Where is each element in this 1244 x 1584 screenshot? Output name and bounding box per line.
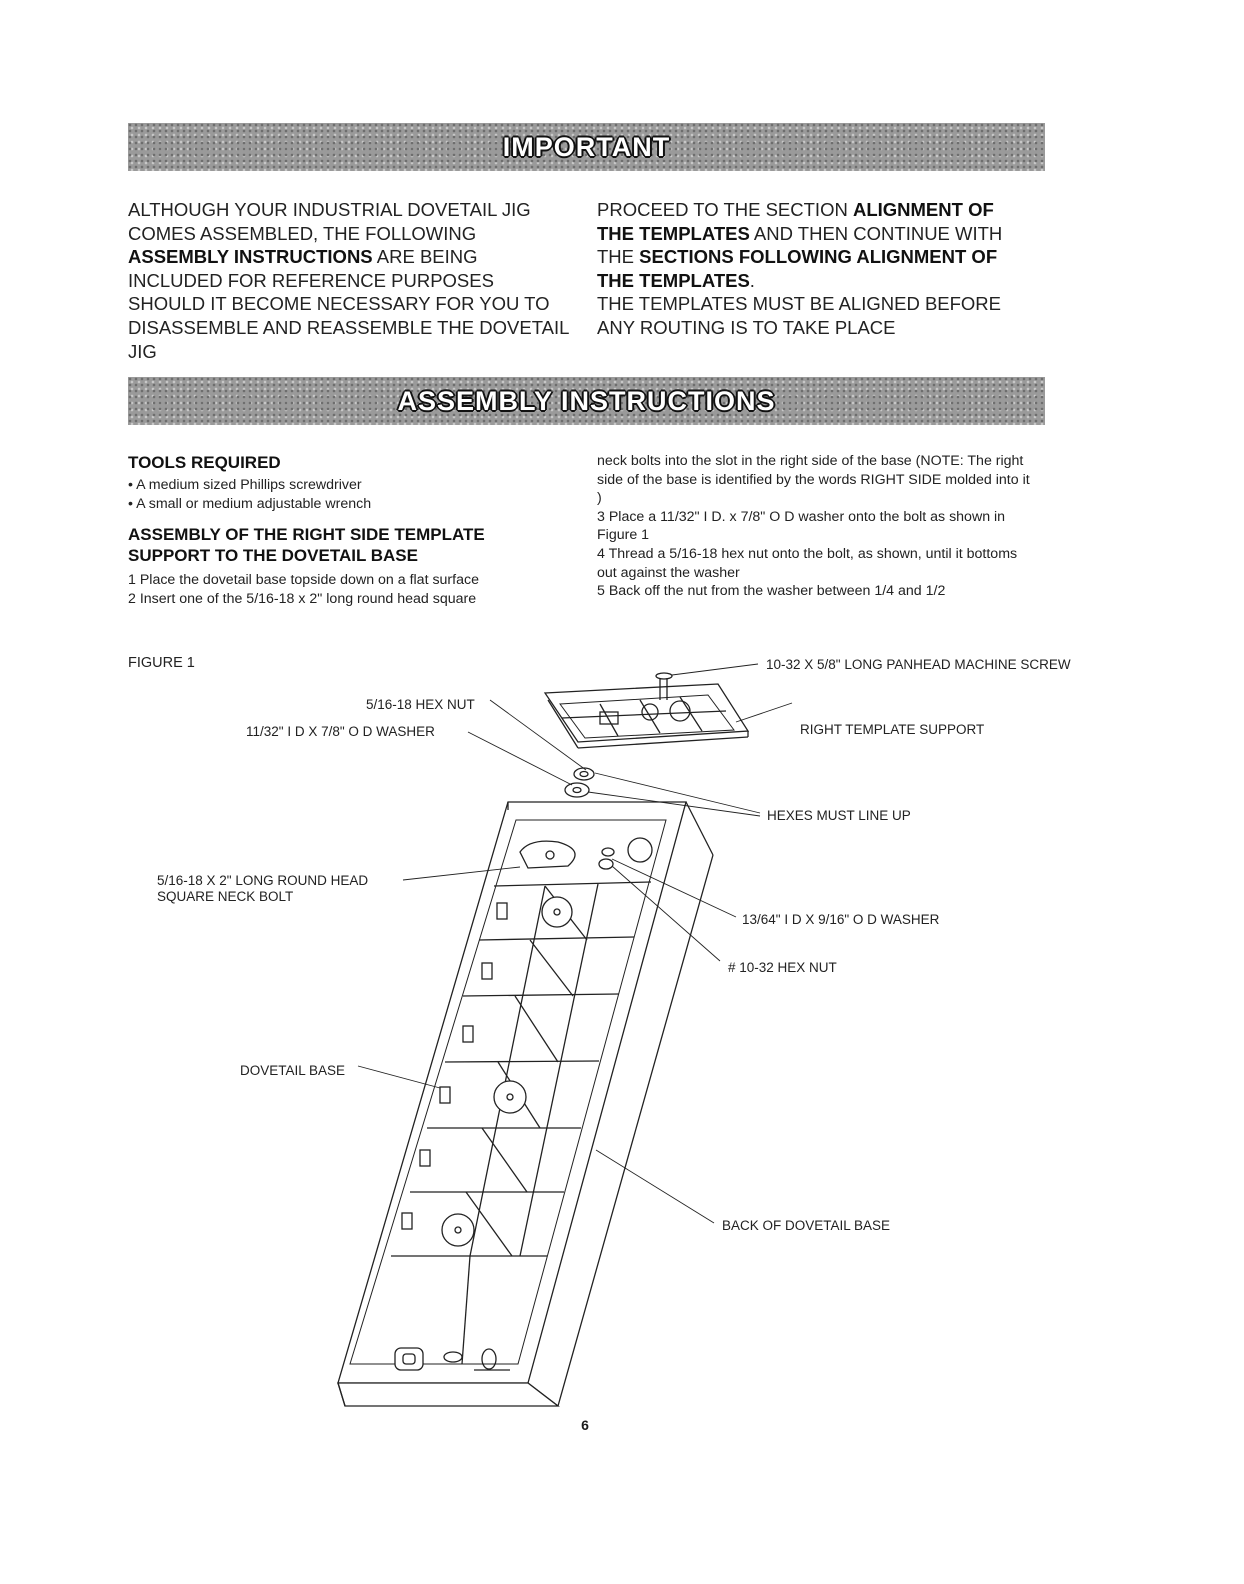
important-left-p2: ARE BEING INCLUDED FOR REFERENCE PURPOSES SHOULD IT BECOME NECESSARY FOR YOU TO DISASSEMBLE AND REASSEMBLE THE DOVETAIL JIG — [128, 246, 569, 362]
label-dovetail-base: DOVETAIL BASE — [240, 1063, 346, 1078]
page-number: 6 — [581, 1417, 589, 1433]
label-hex-nut: 5/16-18 HEX NUT — [366, 697, 475, 712]
important-right-p2: AND THEN CONTINUE WITH THE — [597, 222, 1003, 268]
figure-title: FIGURE 1 — [128, 655, 195, 671]
important-right-p1: PROCEED TO THE SECTION — [597, 199, 853, 220]
step-item: 1 Place the dovetail base topside down on a flat surface — [128, 572, 479, 589]
label-square-neck-bolt: 5/16-18 X 2" LONG ROUND HEAD SQUARE NECK BOLT — [157, 873, 369, 904]
step-item: neck bolts into the slot in the right side of the base (NOTE: The right side of the base is identified by the words RIGHT SIDE molded into it ) — [597, 453, 1030, 507]
label-panhead-screw: 10-32 X 5/8" LONG PANHEAD MACHINE SCREW — [766, 657, 1071, 672]
important-right-bold1: ALIGNMENT OF THE TEMPLATES — [597, 199, 994, 244]
important-left-bold: ASSEMBLY INSTRUCTIONS — [128, 246, 373, 268]
label-hexes-line-up: HEXES MUST LINE UP — [767, 808, 911, 823]
tool-item: • A medium sized Phillips screwdriver — [128, 477, 362, 493]
label-washer: 11/32" I D X 7/8" O D WASHER — [246, 724, 435, 739]
tools-heading: TOOLS REQUIRED — [128, 453, 281, 472]
important-right-bold2: SECTIONS FOLLOWING ALIGNMENT OF THE TEMPLATES — [597, 246, 998, 291]
assembly-title: ASSEMBLY INSTRUCTIONS — [397, 385, 776, 416]
label-right-template-support: RIGHT TEMPLATE SUPPORT — [800, 722, 985, 737]
tool-item: • A small or medium adjustable wrench — [128, 495, 372, 512]
label-small-washer: 13/64" I D X 9/16" O D WASHER — [742, 912, 940, 927]
step-item: 3 Place a 11/32" I D. x 7/8" O D washer onto the bolt as shown in Figure 1 — [597, 508, 1006, 544]
label-small-hex-nut: # 10-32 HEX NUT — [728, 960, 837, 975]
step-item: 4 Thread a 5/16-18 hex nut onto the bolt, as shown, until it bottoms out against the washer — [597, 545, 1018, 581]
step-item: 5 Back off the nut from the washer between 1/4 and 1/2 — [597, 583, 946, 600]
important-right-p4: THE TEMPLATES MUST BE ALIGNED BEFORE ANY ROUTING IS TO TAKE PLACE — [597, 293, 1002, 338]
right-template-support — [545, 684, 748, 748]
section-heading: ASSEMBLY OF THE RIGHT SIDE TEMPLATE SUPPORT TO THE DOVETAIL BASE — [128, 525, 485, 566]
important-left-p1: ALTHOUGH YOUR INDUSTRIAL DOVETAIL JIG COMES ASSEMBLED, THE FOLLOWING — [128, 199, 531, 244]
step-item: 2 Insert one of the 5/16-18 x 2" long round head square — [128, 590, 477, 607]
important-right-p3: . — [749, 269, 755, 291]
label-back-of-base: BACK OF DOVETAIL BASE — [722, 1218, 891, 1233]
important-title: IMPORTANT — [502, 131, 671, 162]
